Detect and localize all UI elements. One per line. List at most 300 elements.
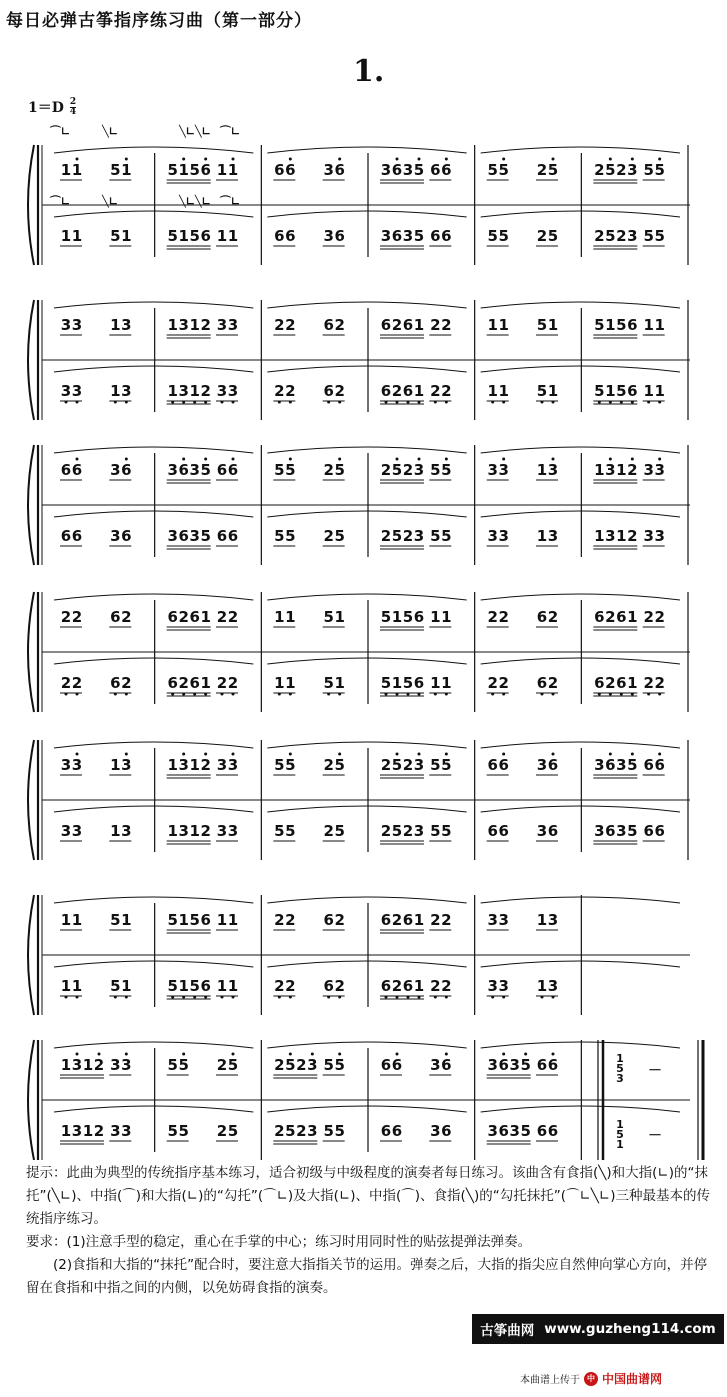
lower-note: 1 [594, 527, 605, 545]
lower-note: 6 [487, 822, 498, 840]
upper-note: 3 [178, 316, 189, 334]
phrase-slur [267, 742, 466, 748]
upper-note: 6 [605, 756, 616, 774]
phrase-slur [481, 594, 680, 600]
upper-note: 2 [643, 608, 654, 626]
lower-note: 5 [167, 1122, 178, 1140]
lower-note: 5 [594, 382, 605, 400]
lower-note: 6 [391, 227, 403, 245]
lower-note: 6 [189, 674, 200, 692]
upper-note: 5 [178, 1056, 189, 1074]
lower-note: 2 [441, 382, 452, 400]
upper-note: 3 [413, 756, 425, 774]
upper-note: 6 [441, 161, 452, 179]
site-name: 古筝曲网 [480, 1323, 535, 1339]
lower-note: 1 [216, 977, 228, 995]
upper-note: 2 [536, 161, 548, 179]
lower-note: 1 [285, 674, 296, 692]
upper-note: 5 [285, 756, 296, 774]
lower-note: 2 [380, 822, 392, 840]
upper-note: 1 [216, 911, 228, 929]
upper-note: 6 [654, 756, 665, 774]
lower-note: 5 [274, 527, 285, 545]
high-octave-dot [182, 753, 185, 756]
upper-note: 3 [227, 316, 239, 334]
high-octave-dot [125, 1053, 128, 1056]
lower-note: 1 [498, 382, 509, 400]
lower-note: 6 [71, 527, 83, 545]
lower-note: 5 [413, 227, 425, 245]
upper-note: 5 [285, 461, 296, 479]
upper-note: 5 [605, 161, 616, 179]
lower-note: 3 [71, 382, 83, 400]
phrase-slur [481, 302, 680, 308]
system-brace [28, 445, 34, 565]
upper-note: 1 [82, 1056, 94, 1074]
upper-note: 2 [60, 608, 72, 626]
lower-note: 5 [391, 527, 403, 545]
upper-note: 6 [121, 461, 132, 479]
lower-note: 6 [536, 674, 548, 692]
upper-note: 2 [285, 316, 296, 334]
upper-note: 5 [430, 756, 441, 774]
requirement-2: (2)食指和大指的“抹托”配合时，要注意大指指关节的运用。弹奏之后，大指的指尖应自然伸向掌心方向，并停留在食指和中指之间的内侧，以免妨碍食指的演奏。 [26, 1257, 708, 1296]
performance-notes [26, 1162, 716, 1300]
lower-note: 3 [643, 527, 654, 545]
lower-note: 5 [430, 822, 441, 840]
lower-note: 3 [430, 1122, 441, 1140]
lower-note: 5 [654, 227, 665, 245]
upper-note: 2 [402, 756, 414, 774]
lower-note: 2 [441, 977, 452, 995]
lower-note: 2 [643, 674, 654, 692]
upper-note: 5 [536, 316, 548, 334]
upper-note: 5 [520, 1056, 531, 1074]
phrase-slur [481, 658, 680, 664]
upper-note: 2 [200, 756, 211, 774]
lower-note: 6 [498, 822, 509, 840]
upper-note: 1 [167, 756, 178, 774]
lower-note: 1 [71, 227, 83, 245]
upper-note: 5 [487, 161, 498, 179]
lower-note: 6 [323, 977, 334, 995]
upper-note: 2 [616, 161, 627, 179]
high-octave-dot [524, 1053, 527, 1056]
lower-note: 1 [627, 674, 638, 692]
upper-note: 3 [413, 461, 425, 479]
lower-note: 5 [285, 822, 296, 840]
upper-note: 6 [547, 1056, 559, 1074]
lower-note: 1 [654, 382, 665, 400]
lower-note: 6 [178, 527, 189, 545]
lower-note: 3 [627, 227, 638, 245]
system-brace [28, 1040, 34, 1160]
lower-note: 6 [654, 822, 665, 840]
upper-note: 3 [605, 461, 616, 479]
fingering-mark: ⌒∟ [49, 125, 71, 138]
high-octave-dot [418, 458, 421, 461]
upper-note: 6 [498, 1056, 509, 1074]
upper-note: 3 [121, 756, 132, 774]
lower-note: 3 [594, 822, 605, 840]
phrase-slur [267, 1042, 466, 1048]
phrase-slur [267, 961, 466, 967]
high-octave-dot [396, 753, 399, 756]
upper-note: 6 [413, 608, 425, 626]
lower-note: 2 [274, 1122, 285, 1140]
lower-note: 2 [285, 382, 296, 400]
lower-note: 1 [227, 977, 239, 995]
lower-note: 6 [616, 674, 627, 692]
high-octave-dot [609, 753, 612, 756]
upper-note: 5 [441, 461, 452, 479]
lower-note: 6 [274, 227, 285, 245]
lower-note: 1 [121, 977, 132, 995]
high-octave-dot [445, 753, 448, 756]
upper-note: 2 [216, 608, 228, 626]
upper-note: 3 [643, 461, 654, 479]
lower-note: 2 [616, 227, 627, 245]
upper-note: 2 [430, 316, 441, 334]
high-octave-dot [204, 158, 207, 161]
upper-note: 3 [178, 756, 189, 774]
upper-note: 3 [227, 756, 239, 774]
lower-note: 2 [178, 674, 189, 692]
upper-note: 5 [110, 911, 121, 929]
lower-note: 2 [274, 977, 285, 995]
upper-note: 6 [189, 608, 200, 626]
lower-note: 1 [391, 674, 403, 692]
lower-note: 2 [547, 674, 559, 692]
lower-note: 5 [547, 227, 559, 245]
lower-note: 3 [216, 822, 228, 840]
lower-note: 3 [323, 227, 334, 245]
site-url[interactable]: www.guzheng114.com [544, 1321, 716, 1337]
upper-note: 3 [121, 316, 132, 334]
lower-note: 1 [60, 1122, 72, 1140]
upper-note: 2 [594, 161, 605, 179]
lower-note: 5 [334, 822, 345, 840]
lower-note: 2 [594, 227, 605, 245]
upper-note: 5 [334, 756, 345, 774]
system-brace [28, 592, 34, 712]
piece-number: 1. [353, 54, 385, 89]
lower-note: 3 [121, 822, 132, 840]
high-octave-dot [338, 753, 341, 756]
upper-note: 1 [536, 911, 548, 929]
high-octave-dot [76, 458, 79, 461]
lower-note: 6 [334, 227, 345, 245]
upper-note: 1 [60, 911, 72, 929]
phrase-slur [267, 447, 466, 453]
lower-note: 1 [110, 822, 121, 840]
lower-note: 6 [60, 527, 72, 545]
lower-note: 2 [71, 674, 83, 692]
lower-note: 5 [323, 674, 334, 692]
lower-note: 6 [380, 1122, 392, 1140]
lower-note: 5 [605, 227, 616, 245]
lower-note: 3 [509, 1122, 520, 1140]
lower-note: 3 [380, 227, 392, 245]
lower-note: 5 [167, 977, 178, 995]
high-octave-dot [338, 1053, 341, 1056]
phrase-slur [267, 897, 466, 903]
lower-note: 3 [227, 822, 239, 840]
final-chord-note: 5 [616, 1062, 624, 1075]
upper-note: 3 [71, 316, 83, 334]
lower-note: 5 [200, 527, 211, 545]
phrase-slur [267, 1106, 466, 1112]
logo-text: 中国曲谱网 [602, 1372, 663, 1386]
lower-note: 6 [323, 382, 334, 400]
lower-note: 3 [487, 977, 498, 995]
high-octave-dot [125, 158, 128, 161]
upper-note: 3 [121, 1056, 132, 1074]
lower-note: 2 [323, 527, 334, 545]
upper-note: 2 [498, 608, 509, 626]
upper-note: 1 [121, 911, 132, 929]
phrase-slur [54, 658, 253, 664]
lower-note: 1 [441, 674, 452, 692]
upper-note: 1 [413, 911, 425, 929]
phrase-slur [481, 806, 680, 812]
lower-note: 1 [413, 977, 425, 995]
high-octave-dot [631, 458, 634, 461]
lower-note: 1 [60, 977, 72, 995]
lower-note: 2 [391, 382, 403, 400]
lower-note: 1 [616, 527, 627, 545]
phrase-slur [54, 447, 253, 453]
upper-note: 3 [547, 461, 559, 479]
phrase-slur [54, 302, 253, 308]
lower-note: 5 [441, 527, 452, 545]
upper-note: 5 [285, 1056, 296, 1074]
lower-note: 5 [334, 527, 345, 545]
lower-note: 1 [487, 382, 498, 400]
lower-note: 5 [178, 1122, 189, 1140]
lower-note: 2 [627, 527, 638, 545]
upper-note: 1 [498, 316, 509, 334]
high-octave-dot [658, 158, 661, 161]
upper-note: 5 [391, 461, 403, 479]
upper-note: 1 [616, 461, 627, 479]
lower-note: 6 [413, 674, 425, 692]
upper-note: 2 [487, 608, 498, 626]
phrase-slur [481, 147, 680, 153]
lower-note: 3 [413, 527, 425, 545]
fingering-mark: ╲∟╲∟ [179, 125, 211, 138]
upper-note: 6 [616, 608, 627, 626]
site-banner[interactable] [472, 1314, 724, 1344]
lower-note: 3 [121, 382, 132, 400]
system-brace [28, 740, 34, 860]
upper-note: 1 [167, 316, 178, 334]
upper-note: 5 [189, 911, 200, 929]
high-octave-dot [289, 458, 292, 461]
lower-note: 2 [536, 227, 548, 245]
upper-note: 1 [200, 608, 211, 626]
lower-note: 2 [274, 382, 285, 400]
lower-note: 2 [380, 527, 392, 545]
upper-note: 5 [274, 756, 285, 774]
upper-note: 3 [307, 1056, 318, 1074]
upper-note: 1 [594, 461, 605, 479]
high-octave-dot [418, 158, 421, 161]
upper-note: 3 [110, 461, 121, 479]
high-octave-dot [289, 753, 292, 756]
upper-note: 1 [121, 161, 132, 179]
time-top: 2 [69, 96, 77, 107]
phrase-slur [267, 302, 466, 308]
upper-note: 1 [60, 161, 72, 179]
lower-note: 3 [654, 527, 665, 545]
phrase-slur [54, 742, 253, 748]
upper-note: 5 [334, 1056, 345, 1074]
lower-note: 2 [605, 674, 616, 692]
lower-note: 6 [402, 382, 414, 400]
lower-note: 3 [110, 527, 121, 545]
upper-note: 1 [547, 316, 559, 334]
upper-note: 2 [323, 756, 334, 774]
lower-note: 3 [487, 527, 498, 545]
lower-note: 1 [178, 977, 189, 995]
lower-note: 1 [110, 382, 121, 400]
upper-note: 3 [216, 756, 228, 774]
lower-note: 3 [498, 527, 509, 545]
phrase-slur [54, 211, 253, 217]
upper-note: 3 [627, 161, 638, 179]
upper-note: 6 [430, 161, 441, 179]
lower-note: 5 [285, 1122, 296, 1140]
upper-note: 3 [487, 461, 498, 479]
lower-note: 2 [296, 1122, 307, 1140]
lower-note: 5 [520, 1122, 531, 1140]
phrase-slur [481, 211, 680, 217]
upper-note: 5 [547, 161, 559, 179]
phrase-slur [267, 806, 466, 812]
lower-note: 6 [167, 674, 178, 692]
upper-note: 2 [274, 316, 285, 334]
lower-note: 6 [430, 227, 441, 245]
lower-note: 2 [487, 674, 498, 692]
lower-note: 2 [60, 674, 72, 692]
high-octave-dot [658, 458, 661, 461]
high-octave-dot [338, 458, 341, 461]
upper-note: 1 [413, 316, 425, 334]
lower-note: 5 [227, 1122, 239, 1140]
high-octave-dot [418, 753, 421, 756]
lower-note: 1 [274, 674, 285, 692]
upper-note: 1 [178, 911, 189, 929]
lower-note: 1 [167, 822, 178, 840]
lower-note: 2 [285, 977, 296, 995]
upper-note: 2 [200, 316, 211, 334]
phrase-slur [267, 658, 466, 664]
upper-note: 2 [93, 1056, 105, 1074]
upper-note: 3 [380, 161, 392, 179]
lower-note: 1 [334, 674, 345, 692]
upper-note: 1 [227, 911, 239, 929]
upper-note: 5 [430, 461, 441, 479]
final-chord-note: 1 [616, 1052, 624, 1065]
lower-note: 3 [487, 1122, 498, 1140]
high-octave-dot [609, 458, 612, 461]
upper-note: 1 [227, 161, 239, 179]
lower-note: 6 [380, 382, 392, 400]
lower-note: 2 [121, 674, 132, 692]
high-octave-dot [125, 458, 128, 461]
lower-note: 3 [307, 1122, 318, 1140]
upper-note: 5 [391, 756, 403, 774]
upper-note: 1 [71, 911, 83, 929]
lower-note: 1 [605, 382, 616, 400]
upper-note: 6 [380, 1056, 392, 1074]
upper-note: 1 [178, 161, 189, 179]
lower-note: 3 [110, 1122, 121, 1140]
upper-note: 1 [441, 608, 452, 626]
lower-note: 5 [167, 227, 178, 245]
lower-note: 6 [216, 527, 228, 545]
lower-note: 3 [547, 527, 559, 545]
system-brace [28, 145, 34, 265]
upper-note: 2 [547, 608, 559, 626]
system-brace [28, 300, 34, 420]
lower-note: 6 [110, 674, 121, 692]
upper-note: 5 [227, 1056, 239, 1074]
upper-note: 5 [334, 461, 345, 479]
lower-note: 2 [430, 977, 441, 995]
high-octave-dot [232, 753, 235, 756]
high-octave-dot [445, 458, 448, 461]
high-octave-dot [182, 1053, 185, 1056]
lower-note: 1 [536, 977, 548, 995]
lower-note: 5 [487, 227, 498, 245]
lower-note: 2 [93, 1122, 105, 1140]
lower-note: 1 [536, 527, 548, 545]
lower-note: 2 [334, 382, 345, 400]
upper-note: 3 [71, 756, 83, 774]
upper-note: 2 [380, 461, 392, 479]
upper-note: 2 [334, 911, 345, 929]
upper-note: 3 [536, 756, 548, 774]
upper-note: 5 [323, 1056, 334, 1074]
lower-note: 1 [71, 977, 83, 995]
upper-note: 6 [274, 161, 285, 179]
phrase-slur [267, 147, 466, 153]
lower-note: 3 [402, 227, 414, 245]
lower-note: 6 [547, 1122, 559, 1140]
lower-note: 6 [121, 527, 132, 545]
upper-note: 3 [71, 1056, 83, 1074]
upper-note: 3 [487, 1056, 498, 1074]
high-octave-dot [658, 753, 661, 756]
lower-note: 5 [391, 822, 403, 840]
final-chord-note: 1 [616, 1118, 624, 1131]
upper-note: 1 [110, 756, 121, 774]
lower-note: 3 [605, 527, 616, 545]
phrase-slur [54, 366, 253, 372]
upper-note: 6 [391, 1056, 403, 1074]
upper-note: 6 [323, 316, 334, 334]
upper-note: 6 [547, 756, 559, 774]
upper-note: 5 [616, 316, 627, 334]
upper-note: 6 [167, 608, 178, 626]
lower-note: 6 [547, 822, 559, 840]
upper-note: 2 [441, 316, 452, 334]
lower-note: 3 [616, 822, 627, 840]
upper-note: 2 [178, 608, 189, 626]
upper-note: 5 [167, 1056, 178, 1074]
